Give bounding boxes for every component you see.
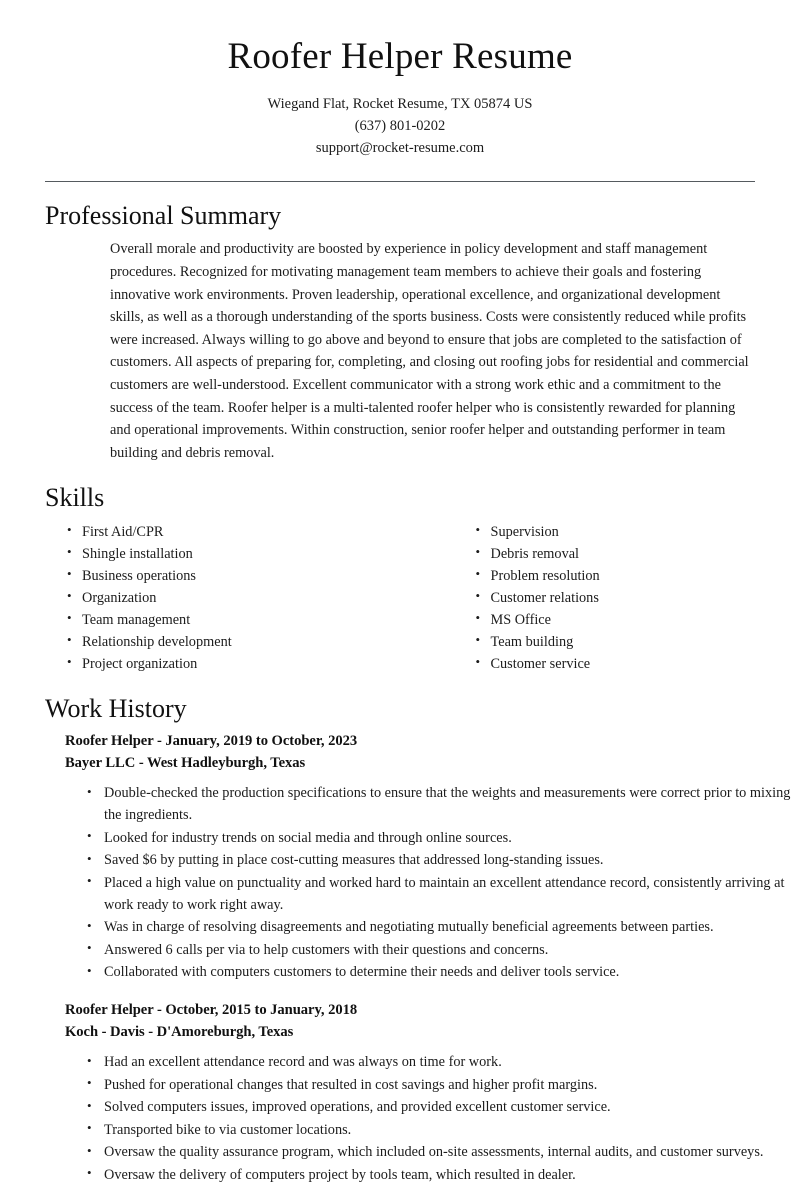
page-title: Roofer Helper Resume [0, 36, 800, 79]
section-heading-skills: Skills [45, 482, 755, 515]
section-heading-work-history: Work History [45, 693, 755, 726]
job-entry [0, 1000, 800, 1185]
list-item: • Collaborated with computers customers to determine their needs and deliver tools service. [86, 961, 796, 983]
list-item: • Customer service [474, 653, 800, 675]
skills-columns [0, 521, 800, 675]
contact-address: Wiegand Flat, Rocket Resume, TX 05874 US [0, 93, 800, 115]
list-item: • Supervision [474, 521, 800, 543]
list-item: • Double-checked the production specifications to ensure that the weights and measurements were correct prior to mixing the ingredients. [86, 782, 796, 826]
list-item: • Had an excellent attendance record and was always on time for work. [86, 1051, 796, 1073]
job-title-line: Roofer Helper - January, 2019 to October, 2023 [65, 731, 800, 753]
skills-column-right [433, 521, 800, 675]
job-company-line: Koch - Davis - D'Amoreburgh, Texas [65, 1022, 800, 1044]
list-item: • Pushed for operational changes that resulted in cost savings and higher profit margins. [86, 1074, 796, 1096]
job-entry [0, 731, 800, 983]
job-company-line: Bayer LLC - West Hadleyburgh, Texas [65, 753, 800, 775]
summary-paragraph: Overall morale and productivity are boosted by experience in policy development and staff management procedures. Recognized for motivating management team members to achieve their goals and fostering innovative work environments. Proven leadership, operational excellence, and organizational development skills, as well as a thorough understanding of the sports business. Costs were consistently reduced while profits were increased. Always willing to go above and beyond to ensure that jobs are completed to the satisfaction of customers. All aspects of preparing for, completing, and closing out roofing jobs for residential and commercial customers are well-understood. Excellent communicator with a strong work ethic and a commitment to the success of the team. Roofer helper is a multi-talented roofer helper who is consistently rewarded for planning and operational improvements. Within construction, senior roofer helper and outstanding performer in team building and debris removal. [110, 238, 755, 464]
list-item: • Was in charge of resolving disagreements and negotiating mutually beneficial agreements between parties. [86, 916, 796, 938]
list-item: • First Aid/CPR [65, 521, 433, 543]
header-divider [45, 181, 755, 182]
skills-list-right [474, 521, 800, 675]
list-item: • Debris removal [474, 543, 800, 565]
section-professional-summary [0, 200, 800, 464]
list-item: • Customer relations [474, 587, 800, 609]
job-bullet-list [65, 1051, 800, 1186]
job-bullet-list [65, 782, 800, 983]
list-item: • MS Office [474, 609, 800, 631]
summary-body [45, 238, 755, 464]
resume-header [0, 0, 800, 160]
list-item: • Team management [65, 609, 433, 631]
list-item: • Team building [474, 631, 800, 653]
list-item: • Organization [65, 587, 433, 609]
skills-list-left [65, 521, 433, 675]
list-item: • Looked for industry trends on social media and through online sources. [86, 827, 796, 849]
list-item: • Solved computers issues, improved operations, and provided excellent customer service. [86, 1096, 796, 1118]
job-title-line: Roofer Helper - October, 2015 to January, 2018 [65, 1000, 800, 1022]
list-item: • Shingle installation [65, 543, 433, 565]
list-item: • Project organization [65, 653, 433, 675]
section-skills [0, 482, 800, 515]
contact-email: support@rocket-resume.com [0, 137, 800, 159]
list-item: • Saved $6 by putting in place cost-cutting measures that addressed long-standing issues. [86, 849, 796, 871]
list-item: • Oversaw the quality assurance program, which included on-site assessments, internal audits, and customer surveys. [86, 1141, 796, 1163]
contact-phone: (637) 801-0202 [0, 115, 800, 137]
list-item: • Problem resolution [474, 565, 800, 587]
list-item: • Answered 6 calls per via to help customers with their questions and concerns. [86, 939, 796, 961]
list-item: • Transported bike to via customer locations. [86, 1119, 796, 1141]
section-heading-summary: Professional Summary [45, 200, 755, 233]
list-item: • Placed a high value on punctuality and worked hard to maintain an excellent attendance record, consistently arriving at work ready to work right away. [86, 872, 796, 916]
list-item: • Oversaw the delivery of computers project by tools team, which resulted in dealer. [86, 1164, 796, 1186]
list-item: • Relationship development [65, 631, 433, 653]
list-item: • Business operations [65, 565, 433, 587]
skills-column-left [65, 521, 433, 675]
section-work-history [0, 693, 800, 726]
